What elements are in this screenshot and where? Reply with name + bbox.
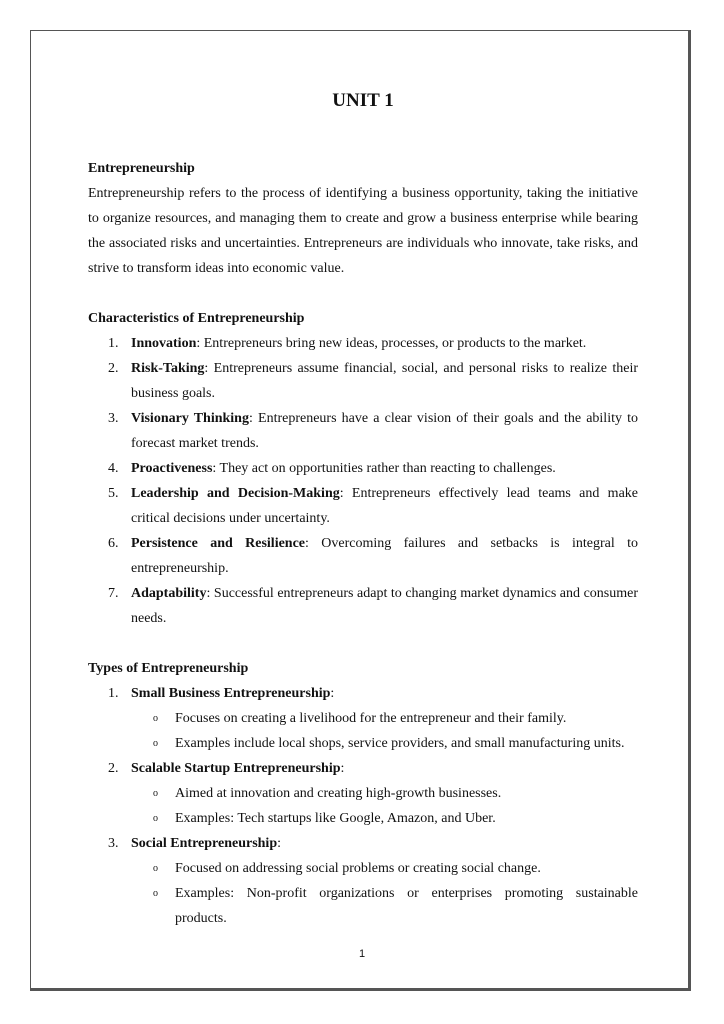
list-item	[88, 331, 638, 356]
sub-list-text: Examples include local shops, service providers, and small manufacturing units.	[175, 736, 625, 751]
unit-title: UNIT 1	[332, 90, 394, 111]
heading-characteristics: Characteristics of Entrepreneurship	[88, 311, 305, 326]
list-term: Leadership and Decision-Making	[131, 486, 340, 501]
spacer	[88, 281, 638, 306]
list-term: Social Entrepreneurship	[131, 836, 278, 851]
list-item	[88, 531, 638, 581]
list-suffix: :	[340, 761, 345, 776]
entrepreneurship-definition: Entrepreneurship refers to the process of identifying a business opportunity, taking the initiative to organize resources, and managing them to create and grow a business enterprise while bearing the associated risks and uncertainties. Entrepreneurs are individuals who innovate, take risks, and strive to transform ideas into economic value.	[88, 186, 638, 276]
list-term: Persistence and Resilience	[131, 536, 306, 551]
list-item	[88, 356, 638, 406]
list-suffix: :	[277, 836, 282, 851]
heading-types: Types of Entrepreneurship	[88, 661, 249, 676]
sub-list-item	[88, 856, 638, 881]
list-term: Scalable Startup Entrepreneurship	[131, 761, 341, 776]
list-item	[88, 406, 638, 456]
characteristics-list	[88, 331, 638, 631]
list-text: : Entrepreneurs effectively lead teams and make critical decisions under uncertainty.	[131, 486, 638, 526]
document-body	[88, 89, 638, 931]
sub-list-text: Examples: Tech startups like Google, Amazon, and Uber.	[175, 811, 496, 826]
sub-list-text: Focuses on creating a livelihood for the entrepreneur and their family.	[175, 711, 567, 726]
bullet-icon: o	[153, 863, 158, 874]
list-text: : Entrepreneurs assume financial, social, and personal risks to realize their business goals.	[131, 361, 638, 401]
list-number: 2.	[108, 361, 119, 376]
sub-list	[88, 856, 638, 931]
list-number: 6.	[108, 536, 119, 551]
spacer	[88, 631, 638, 656]
list-item	[88, 581, 638, 631]
list-suffix: :	[330, 686, 335, 701]
sub-list-item	[88, 881, 638, 931]
list-item	[88, 756, 638, 781]
sub-list-item	[88, 731, 638, 756]
list-term: Small Business Entrepreneurship	[131, 686, 331, 701]
list-text: : Successful entrepreneurs adapt to changing market dynamics and consumer needs.	[131, 586, 638, 626]
list-item	[88, 681, 638, 706]
bullet-icon: o	[153, 788, 158, 799]
list-term: Adaptability	[131, 586, 207, 601]
sub-list-item	[88, 781, 638, 806]
bullet-icon: o	[153, 813, 158, 824]
bullet-icon: o	[153, 888, 158, 899]
list-term: Innovation	[131, 336, 197, 351]
sub-list-text: Aimed at innovation and creating high-growth businesses.	[175, 786, 502, 801]
list-number: 3.	[108, 836, 119, 851]
list-term: Visionary Thinking	[131, 411, 249, 426]
list-term: Risk-Taking	[131, 361, 205, 376]
list-item	[88, 481, 638, 531]
bullet-icon: o	[153, 738, 158, 749]
sub-list	[88, 781, 638, 831]
page-number: 1	[358, 948, 366, 960]
list-term: Proactiveness	[131, 461, 213, 476]
list-number: 5.	[108, 486, 119, 501]
sub-list-text: Focused on addressing social problems or creating social change.	[175, 861, 541, 876]
sub-list-item	[88, 706, 638, 731]
sub-list	[88, 706, 638, 756]
list-item	[88, 456, 638, 481]
bullet-icon: o	[153, 713, 158, 724]
list-text: : Entrepreneurs bring new ideas, processes, or products to the market.	[196, 336, 587, 351]
list-number: 4.	[108, 461, 119, 476]
list-number: 1.	[108, 336, 119, 351]
list-number: 2.	[108, 761, 119, 776]
types-list	[88, 756, 638, 781]
list-text: : Entrepreneurs have a clear vision of their goals and the ability to forecast market trends.	[131, 411, 639, 451]
list-text: : Overcoming failures and setbacks is integral to entrepreneurship.	[131, 536, 638, 576]
types-list	[88, 681, 638, 706]
heading-entrepreneurship: Entrepreneurship	[88, 161, 195, 176]
types-list	[88, 831, 638, 856]
sub-list-item	[88, 806, 638, 831]
list-item	[88, 831, 638, 856]
list-text: : They act on opportunities rather than reacting to challenges.	[212, 461, 556, 476]
list-number: 1.	[108, 686, 119, 701]
list-number: 7.	[108, 586, 119, 601]
list-number: 3.	[108, 411, 119, 426]
sub-list-text: Examples: Non-profit organizations or enterprises promoting sustainable products.	[175, 886, 638, 926]
